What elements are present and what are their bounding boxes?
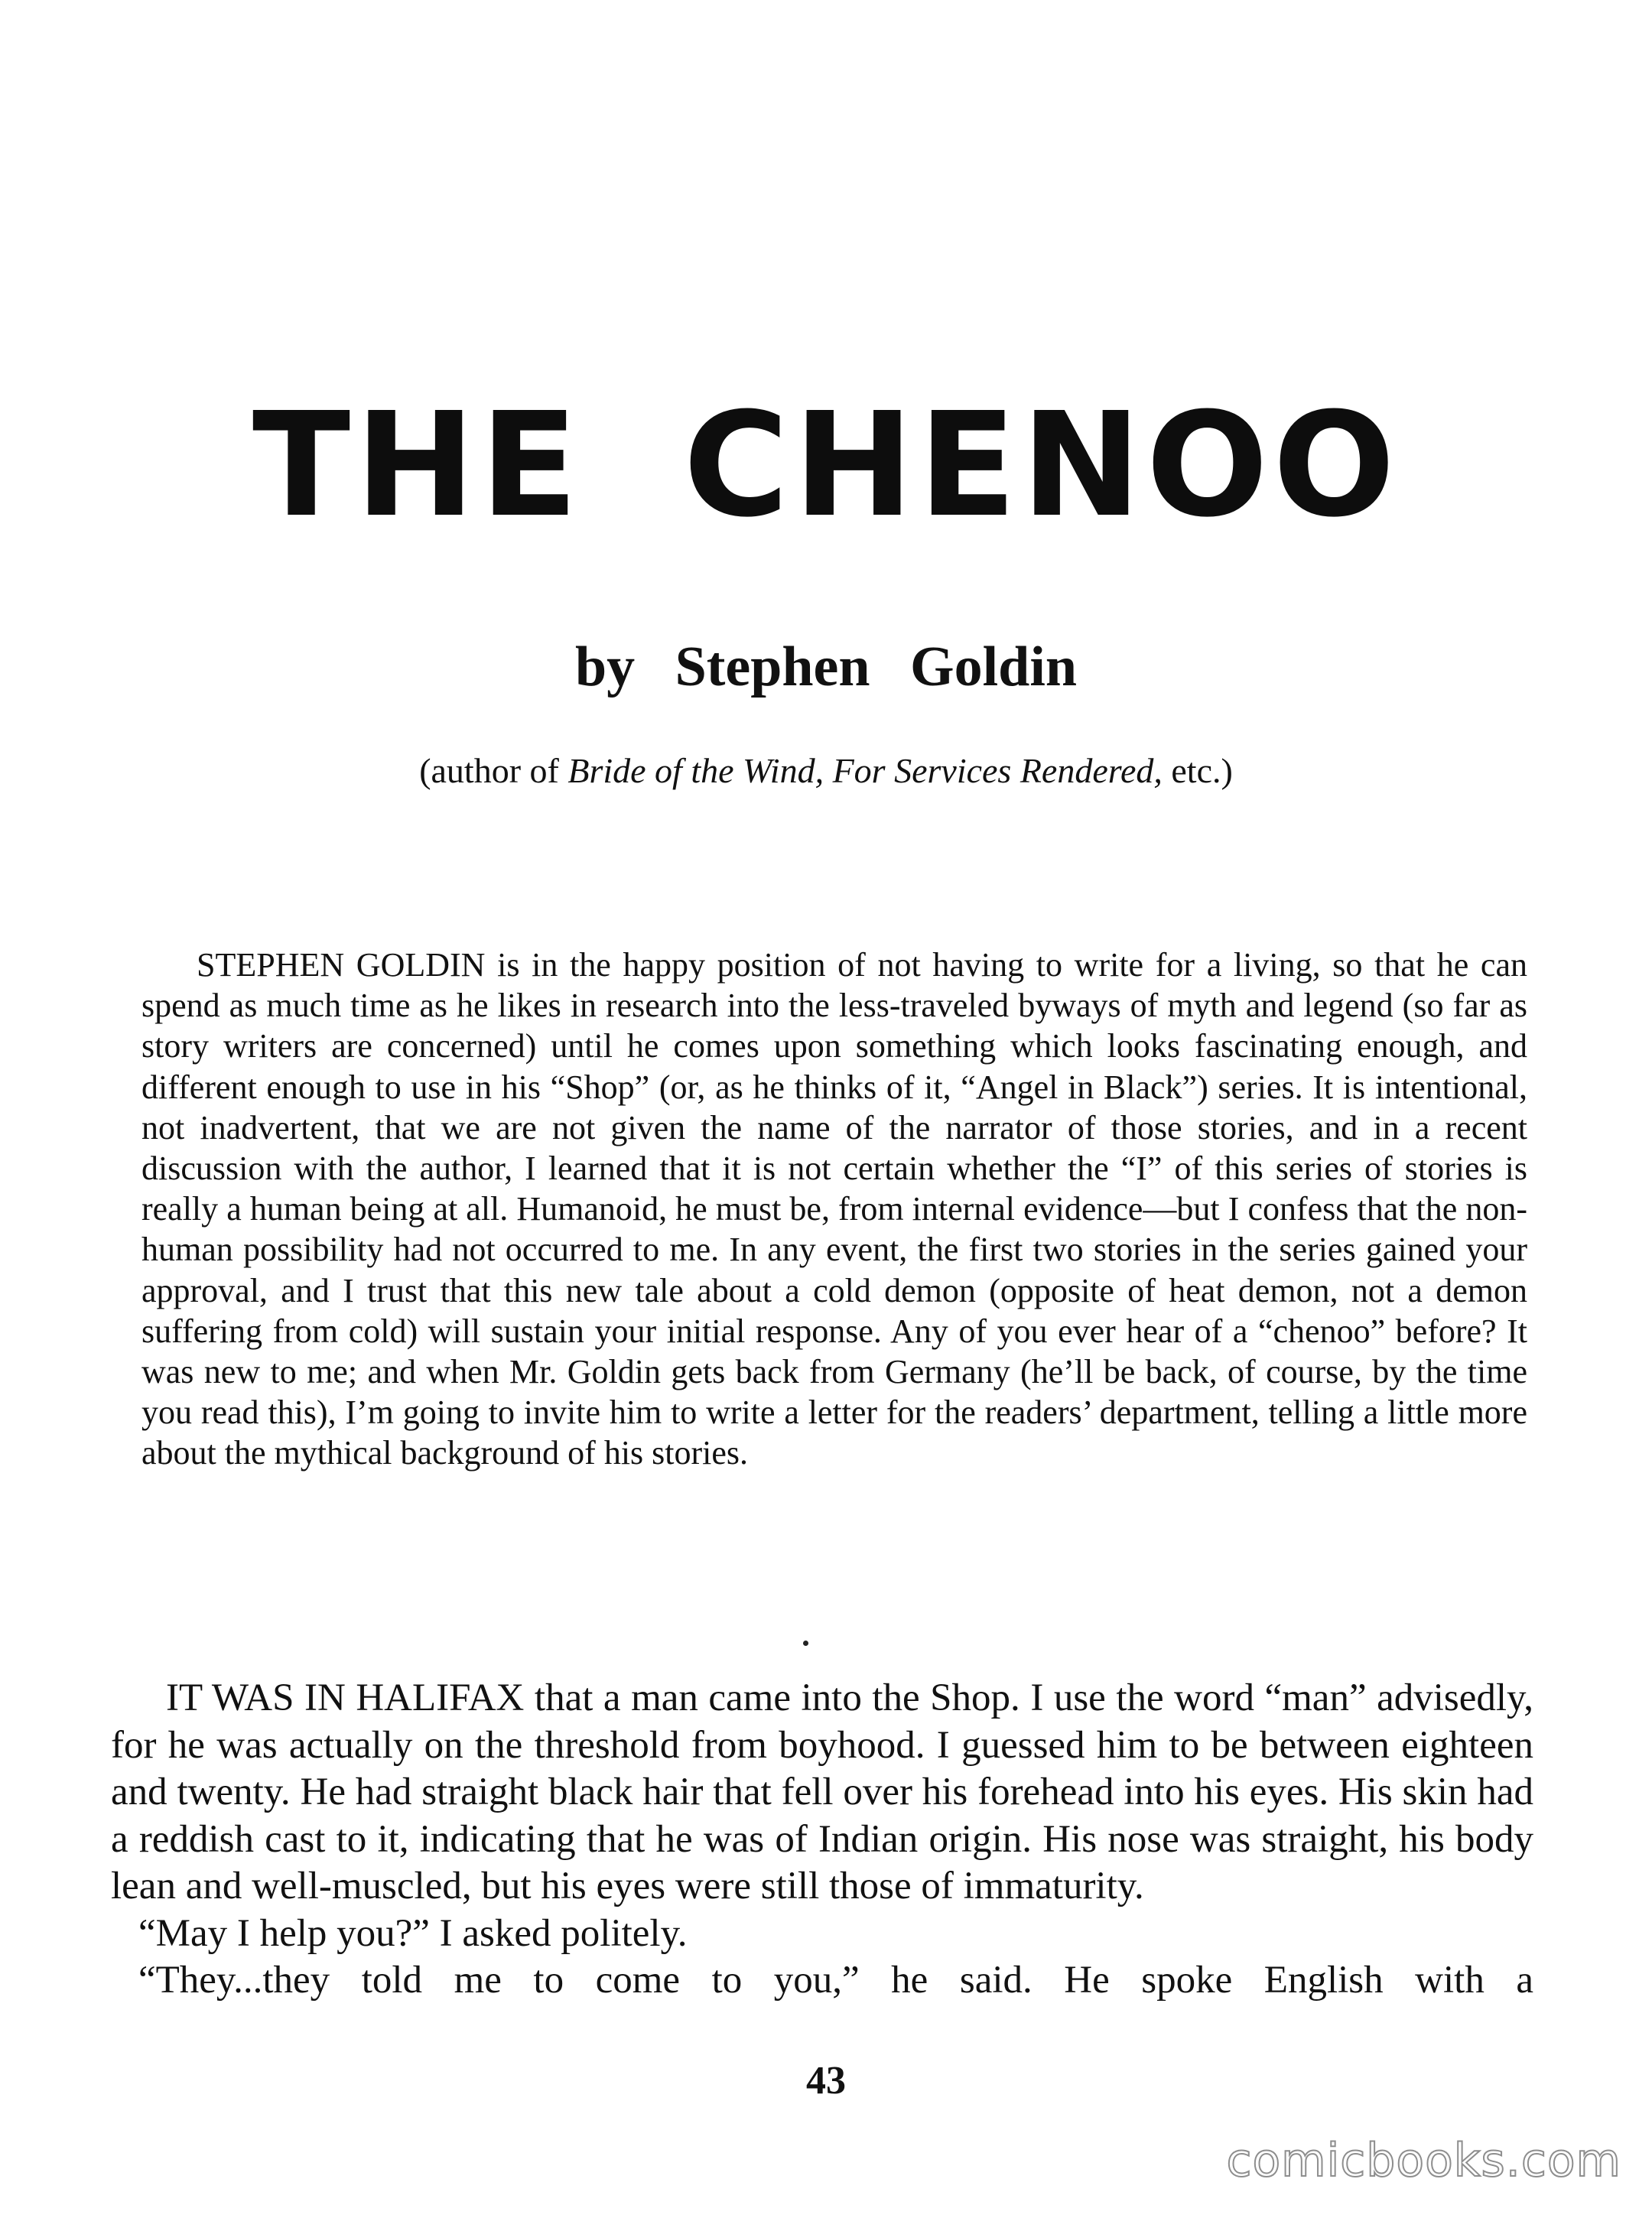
- author-byline: by Stephen Goldin: [574, 636, 1078, 698]
- author-credits: [0, 753, 1652, 789]
- story-title: THE CHENOO: [252, 382, 1400, 549]
- story-paragraph: IT WAS IN HALIFAX that a man came into the Shop. I use the word “man” advisedly, for he was actually on the threshold from boyhood. I guessed him to be between eighteen and twenty. He had straight black hair that fell over his forehead into his eyes. His skin had a reddish cast to it, indicating that he was of Indian origin. His nose was straight, his body lean and well-muscled, but his eyes were still those of immaturity.: [111, 1677, 1533, 1907]
- credits-suffix: etc.): [1162, 751, 1233, 790]
- page-number: 43: [806, 2059, 846, 2103]
- editorial-introduction: STEPHEN GOLDIN is in the happy position of not having to write for a living, so that he can spend as much time as he likes in research into the less-traveled byways of myth and legend (so far as story writers are concerned) until he comes upon something which looks fascinating enough, and different enough to use in his “Shop” (or, as he thinks of it, “Angel in Black”) series. It is intentional, not inadvertent, that we are not given the name of the narrator of those stories, and in a recent discussion with the author, I learned that it is not certain whether the “I” of this series of stories is really a human being at all. Humanoid, he must be, from internal evidence—but I confess that the non-human possibility had not occurred to me. In any event, the first two stories in the series gained your approval, and I trust that this new tale about a cold demon (opposite of heat demon, not a demon suffering from cold) will sustain your initial response. Any of you ever hear of a “chenoo” before? It was new to me; and when Mr. Goldin gets back from Germany (he’ll be back, of course, by the time you read this), I’m going to invite him to write a letter for the readers’ department, telling a little more about the mythical background of his stories.: [141, 946, 1527, 1472]
- story-body: [111, 1675, 1533, 2005]
- story-paragraph: “They...they told me to come to you,” he said. He spoke English with a: [138, 1959, 1533, 2002]
- story-paragraph: “May I help you?” I asked politely.: [138, 1911, 688, 1955]
- credits-works: Bride of the Wind, For Services Rendered,: [567, 751, 1163, 790]
- credits-prefix: (author of: [419, 751, 568, 790]
- watermark-logo: comicbooks.com: [1226, 2134, 1621, 2187]
- section-divider-dot: [803, 1641, 808, 1646]
